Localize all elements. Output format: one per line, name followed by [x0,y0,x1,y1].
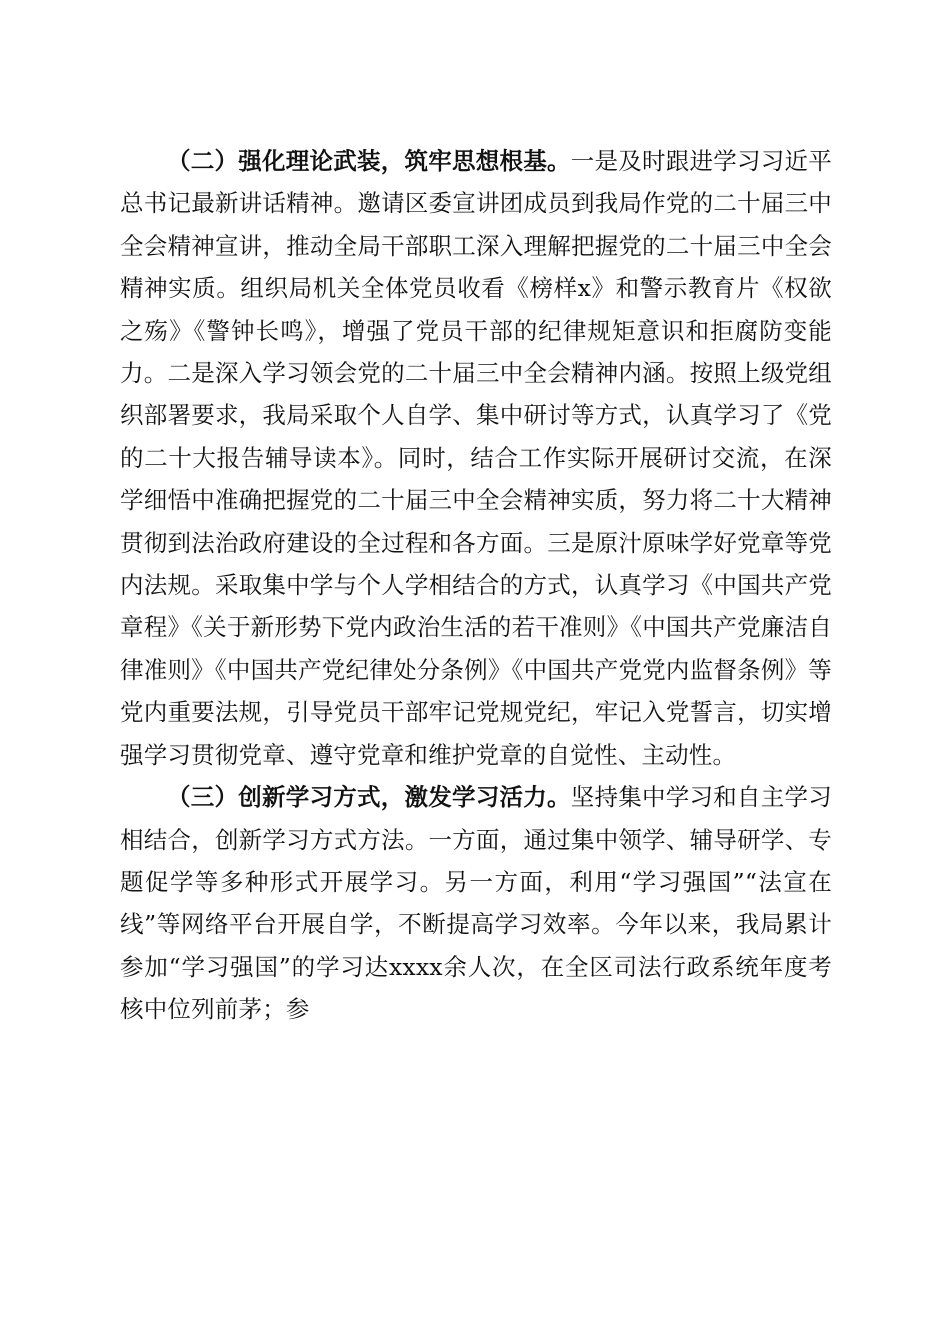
paragraph-section-3 [120,776,832,1030]
section-heading: （三）创新学习方式，激发学习活力。 [167,783,571,812]
paragraph-section-2 [120,140,832,776]
paragraph-text: 一是及时跟进学习习近平总书记最新讲话精神。邀请区委宣讲团成员到我局作党的二十届三中全会精神宣讲，推动全局干部职工深入理解把握党的二十届三中全会精神实质。组织局机关全体党员收看《榜样x》和警示教育片《权欲之殇》《警钟长鸣》，增强了党员干部的纪律规矩意识和拒腐防变能力。二是深入学习领会党的二十届三中全会精神内涵。按照上级党组织部署要求，我局采取个人自学、集中研讨等方式，认真学习了《党的二十大报告辅导读本》。同时，结合工作实际开展研讨交流，在深学细悟中准确把握党的二十届三中全会精神实质，努力将二十大精神贯彻到法治政府建设的全过程和各方面。三是原汁原味学好党章等党内法规。采取集中学与个人学相结合的方式，认真学习《中国共产党章程》《关于新形势下党内政治生活的若干准则》《中国共产党廉洁自律准则》《中国共产党纪律处分条例》《中国共产党党内监督条例》等党内重要法规，引导党员干部牢记党规党纪，牢记入党誓言，切实增强学习贯彻党章、遵守党章和维护党章的自觉性、主动性。 [120,147,832,769]
paragraph-text: 坚持集中学习和自主学习相结合，创新学习方式方法。一方面，通过集中领学、辅导研学、专题促学等多种形式开展学习。另一方面，利用“学习强国”“法宣在线”等网络平台开展自学，不断提高学习效率。今年以来，我局累计参加“学习强国”的学习达xxxx余人次，在全区司法行政系统年度考核中位列前茅；参 [120,783,832,1024]
section-heading: （二）强化理论武装，筑牢思想根基。 [167,147,571,175]
document-body [120,140,832,1031]
